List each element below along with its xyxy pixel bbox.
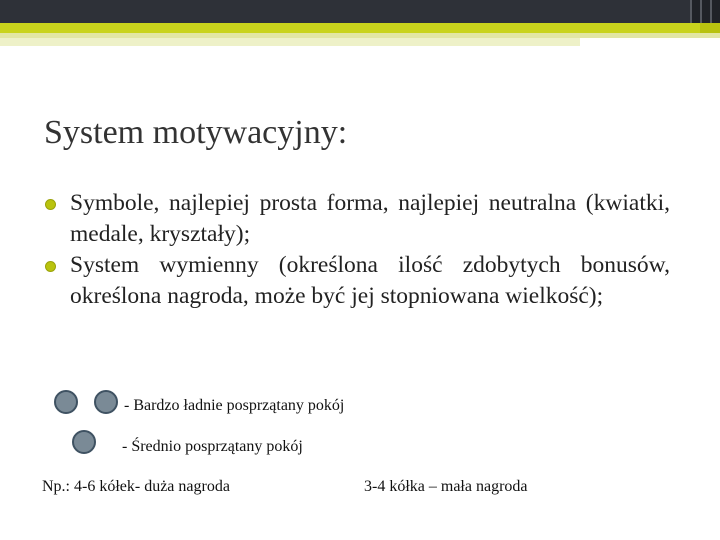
bullet-text: System wymienny (określona ilość zdobytych bonusów, określona nagroda, może być jej stopniowana wielkość);: [70, 252, 670, 309]
bullet-item: [44, 188, 670, 250]
bullet-list: [44, 188, 670, 312]
bullet-icon: [45, 261, 56, 272]
circle-icon: [72, 430, 96, 454]
bullet-item: [44, 250, 670, 312]
header-dark-band-end: [690, 0, 720, 23]
header-accent-band-end: [700, 23, 720, 33]
circle-icon: [54, 390, 78, 414]
legend-text-medium: - Średnio posprzątany pokój: [122, 438, 303, 455]
reward-small-text: 3-4 kółka – mała nagroda: [364, 478, 528, 495]
header-pale-band-short: [0, 38, 580, 46]
header-divider: [690, 0, 692, 23]
header-divider: [710, 0, 712, 23]
header-dark-band: [0, 0, 690, 23]
legend-text-high: - Bardzo ładnie posprzątany pokój: [124, 397, 345, 414]
header-divider: [700, 0, 702, 23]
header-accent-band: [0, 23, 700, 33]
reward-big-text: Np.: 4-6 kółek- duża nagroda: [42, 478, 230, 495]
circle-icon: [94, 390, 118, 414]
bullet-icon: [45, 199, 56, 210]
bullet-text: Symbole, najlepiej prosta forma, najlepiej neutralna (kwiatki, medale, kryształy);: [70, 190, 670, 247]
slide-title: System motywacyjny:: [44, 114, 348, 151]
